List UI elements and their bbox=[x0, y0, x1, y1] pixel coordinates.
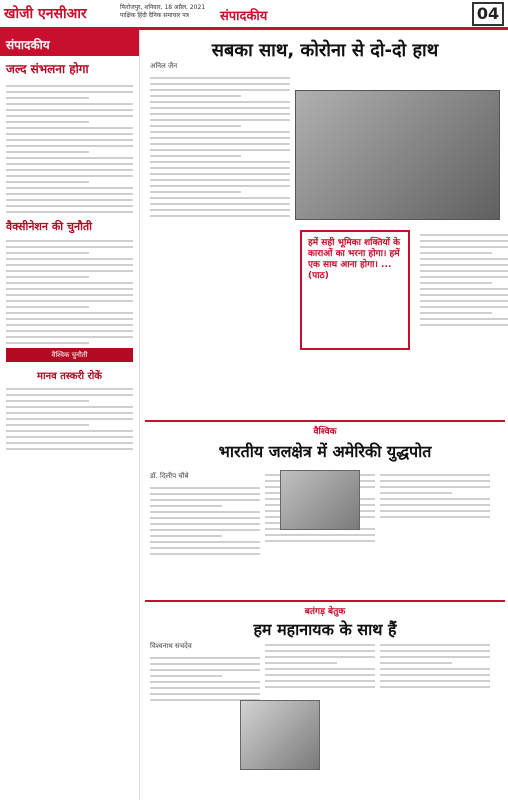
chat-col-1 bbox=[150, 640, 260, 705]
chat-col-2 bbox=[265, 640, 375, 692]
chat-section-tag: बतंगड़ बेतुक bbox=[145, 600, 505, 616]
main-left-text bbox=[150, 60, 290, 450]
author: अनिल जैन bbox=[150, 62, 178, 70]
world-photo bbox=[280, 470, 360, 530]
chat-photo bbox=[240, 700, 320, 770]
date-line bbox=[120, 4, 205, 20]
main-photo bbox=[295, 90, 500, 220]
page-number: 04 bbox=[472, 2, 504, 26]
world-section-tag: वैश्विक bbox=[145, 420, 505, 436]
article2-text bbox=[0, 240, 139, 344]
date-text: फिरोजपुर, शनिवार, 18 अप्रैल, 2021 bbox=[120, 4, 206, 11]
chat-headline: हम महानायक के साथ हैं bbox=[253, 620, 397, 639]
pull-quote: हमें सही भूमिका शक्तियों के काराओं का भरना होगा। हमें एक साथ आना होगा। ... (पाठ) bbox=[300, 230, 410, 350]
article2-title: वैक्सीनेशन की चुनौती bbox=[6, 220, 93, 233]
article1-text bbox=[0, 85, 139, 213]
world-headline: भारतीय जलक्षेत्र में अमेरिकी युद्धपोत bbox=[218, 442, 432, 461]
section-title: संपादकीय bbox=[0, 30, 139, 56]
box-title: मानव तस्करी रोकें bbox=[37, 371, 102, 382]
newspaper-logo: खोजी एनसीआर bbox=[4, 6, 87, 22]
main-headline: सबका साथ, कोरोना से दो-दो हाथ bbox=[211, 40, 439, 61]
world-author: डॉ. दिलीप चौबे bbox=[150, 472, 189, 480]
masthead bbox=[0, 0, 508, 30]
box-text bbox=[0, 388, 139, 450]
chat-author: विश्वनाथ सचदेव bbox=[150, 642, 192, 650]
left-column bbox=[0, 30, 140, 800]
edition-text: पाक्षिक हिंदी दैनिक समाचार पत्र bbox=[120, 12, 189, 19]
section-tag: संपादकीय bbox=[220, 9, 268, 24]
article1-title: जल्द संभलना होगा bbox=[6, 62, 89, 76]
main-right-text bbox=[420, 230, 508, 330]
chat-col-3 bbox=[380, 640, 490, 692]
box-label: वैश्विक चुनौती bbox=[6, 348, 133, 362]
world-col-1 bbox=[150, 470, 260, 559]
world-col-3 bbox=[380, 470, 490, 522]
